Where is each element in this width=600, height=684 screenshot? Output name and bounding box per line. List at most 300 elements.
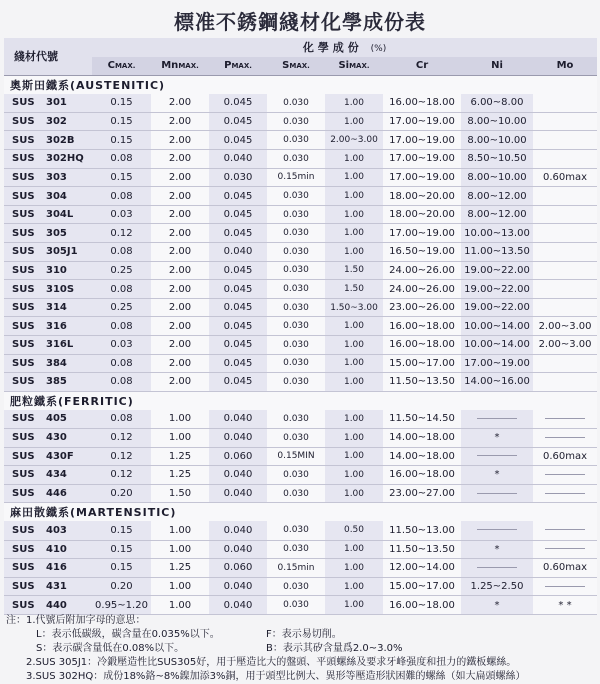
cell-cr: 16.00~18.00 [383,317,461,336]
grade-prefix: SUS [12,488,35,500]
cell-cr: 16.00~18.00 [383,596,461,615]
grade-cell [4,484,92,503]
column-header-main: Cr [415,60,429,72]
cell-si: 1.00 [325,596,383,615]
cell-p: 0.030 [209,168,267,187]
cell-mo [533,298,597,317]
cell-mo: 0.60max [533,447,597,466]
cell-p: 0.045 [209,336,267,355]
grade-cell [4,521,92,540]
cell-c: 0.15 [92,540,151,559]
cell-mo [533,484,597,503]
section-header [4,503,597,522]
grade-prefix: SUS [12,599,35,611]
table-row [4,410,597,429]
grade-code: 416 [46,562,67,574]
cell-mo [533,521,597,540]
cell-mo [533,131,597,150]
cell-ni: 10.00~14.00 [461,317,533,336]
cell-mo [533,466,597,485]
cell-c: 0.08 [92,243,151,262]
cell-p: 0.045 [209,224,267,243]
cell-ni: 19.00~22.00 [461,280,533,299]
grade-prefix: SUS [12,227,35,239]
cell-mn: 1.00 [151,428,209,447]
cell-ni: 19.00~22.00 [461,298,533,317]
cell-mn: 1.00 [151,540,209,559]
grade-code: 431 [46,581,67,593]
cell-si: 1.50 [325,261,383,280]
cell-cr: 11.50~13.00 [383,521,461,540]
grade-prefix: SUS [12,283,35,295]
grade-prefix: SUS [12,153,35,165]
column-header-s [267,57,325,76]
cell-mo [533,187,597,206]
cell-p: 0.040 [209,243,267,262]
grade-code: 405 [46,413,67,425]
cell-mo [533,410,597,429]
cell-s: 0.030 [267,466,325,485]
cell-ni: 6.00~8.00 [461,94,533,113]
grade-code: 302HQ [46,153,84,165]
grade-cell [4,428,92,447]
column-header-p [209,57,267,76]
cell-si: 1.00 [325,373,383,392]
grade-cell [4,559,92,578]
column-header-ni [461,57,533,76]
cell-s: 0.030 [267,410,325,429]
table-row [4,447,597,466]
cell-cr: 16.00~18.00 [383,466,461,485]
column-header-mn [151,57,209,76]
composition-table [4,38,597,615]
cell-p: 0.045 [209,261,267,280]
column-header-sub: MAX. [178,62,199,71]
cell-cr: 11.50~13.50 [383,540,461,559]
composition-group-header [92,38,597,57]
section-header [4,391,597,410]
cell-ni: 19.00~22.00 [461,261,533,280]
cell-s: 0.030 [267,261,325,280]
cell-cr: 16.50~19.00 [383,243,461,262]
cell-p: 0.045 [209,112,267,131]
cell-p: 0.040 [209,484,267,503]
cell-ni: 8.00~10.00 [461,131,533,150]
cell-p: 0.040 [209,540,267,559]
grade-cell [4,410,92,429]
cell-p: 0.040 [209,150,267,169]
cell-mo [533,577,597,596]
cell-mo [533,280,597,299]
grade-code: 304L [46,209,74,221]
cell-c: 0.20 [92,577,151,596]
cell-mn: 2.00 [151,354,209,373]
cell-ni: 14.00~16.00 [461,373,533,392]
cell-cr: 12.00~14.00 [383,559,461,578]
cell-mn: 1.25 [151,447,209,466]
cell-cr: 11.50~13.50 [383,373,461,392]
grade-prefix: SUS [12,524,35,536]
cell-mn: 2.00 [151,187,209,206]
cell-p: 0.040 [209,428,267,447]
cell-mo: 0.60max [533,168,597,187]
empty-dash [477,529,517,530]
cell-si: 1.00 [325,428,383,447]
grade-prefix: SUS [12,339,35,351]
cell-s: 0.030 [267,540,325,559]
empty-dash [477,567,517,568]
cell-p: 0.060 [209,559,267,578]
grade-prefix: SUS [12,376,35,388]
cell-c: 0.03 [92,205,151,224]
table-row [4,243,597,262]
cell-c: 0.08 [92,187,151,206]
cell-si: 1.50 [325,280,383,299]
column-header-main: S [282,60,290,72]
cell-c: 0.12 [92,224,151,243]
cell-p: 0.040 [209,521,267,540]
cell-mn: 2.00 [151,373,209,392]
table-row [4,187,597,206]
column-header-c [92,57,151,76]
cell-mo [533,373,597,392]
cell-mo [533,243,597,262]
cell-c: 0.25 [92,261,151,280]
cell-mo: 2.00~3.00 [533,317,597,336]
cell-ni: 8.00~12.00 [461,205,533,224]
column-header-main: C [107,60,115,72]
cell-c: 0.15 [92,168,151,187]
cell-mo [533,428,597,447]
cell-mo [533,150,597,169]
table-row [4,577,597,596]
cell-ni [461,484,533,503]
cell-c: 0.15 [92,131,151,150]
cell-si: 1.00 [325,168,383,187]
cell-cr: 14.00~18.00 [383,447,461,466]
cell-mn: 2.00 [151,224,209,243]
cell-s: 0.030 [267,131,325,150]
table-row [4,540,597,559]
cell-cr: 17.00~19.00 [383,131,461,150]
empty-dash [545,418,585,419]
cell-ni: 1.25~2.50 [461,577,533,596]
column-header-sub: MAX. [231,62,252,71]
composition-unit: (%) [370,44,387,55]
cell-si: 2.00~3.00 [325,131,383,150]
cell-s: 0.030 [267,354,325,373]
grade-prefix: SUS [12,581,35,593]
cell-si: 1.50~3.00 [325,298,383,317]
cell-ni [461,447,533,466]
grade-cell [4,298,92,317]
cell-mo [533,224,597,243]
cell-c: 0.95~1.20 [92,596,151,615]
table-row [4,484,597,503]
cell-p: 0.045 [209,205,267,224]
cell-ni: 10.00~14.00 [461,336,533,355]
grade-code: 302B [46,134,75,146]
empty-dash [477,493,517,494]
cell-ni: 8.00~10.00 [461,168,533,187]
cell-mo [533,94,597,113]
column-header-cr [383,57,461,76]
cell-mn: 2.00 [151,112,209,131]
empty-dash [545,529,585,530]
grade-code: 446 [46,488,67,500]
table-row [4,298,597,317]
table-row [4,317,597,336]
column-header-si [325,57,383,76]
cell-c: 0.15 [92,94,151,113]
cell-si: 1.00 [325,205,383,224]
note-line [6,670,596,684]
page-title: 標准不銹鋼綫材化學成份表 [174,10,426,34]
grade-prefix: SUS [12,562,35,574]
grade-code: 316L [46,339,74,351]
grade-code: 310S [46,283,75,295]
cell-c: 0.08 [92,354,151,373]
note-1-f: F：表示易切削。 [266,629,342,640]
grade-prefix: SUS [12,432,35,444]
empty-dash [545,474,585,475]
grade-cell [4,131,92,150]
cell-mn: 1.25 [151,559,209,578]
grade-prefix: SUS [12,97,35,109]
cell-mn: 2.00 [151,317,209,336]
grade-prefix: SUS [12,543,35,555]
cell-s: 0.030 [267,112,325,131]
table-row [4,559,597,578]
cell-mn: 2.00 [151,94,209,113]
cell-si: 1.00 [325,447,383,466]
cell-si: 1.00 [325,484,383,503]
grade-code: 304 [46,190,67,202]
table-row [4,94,597,113]
cell-ni: 17.00~19.00 [461,354,533,373]
cell-s: 0.030 [267,577,325,596]
grade-code: 434 [46,469,67,481]
cell-cr: 15.00~17.00 [383,354,461,373]
grade-prefix: SUS [12,171,35,183]
grade-code: 310 [46,264,67,276]
cell-c: 0.08 [92,317,151,336]
grade-code: 316 [46,320,67,332]
note-line [6,642,596,656]
grade-cell [4,280,92,299]
cell-mn: 1.50 [151,484,209,503]
cell-s: 0.030 [267,428,325,447]
cell-s: 0.030 [267,224,325,243]
grade-code: 301 [46,97,67,109]
cell-cr: 23.00~26.00 [383,298,461,317]
cell-cr: 17.00~19.00 [383,150,461,169]
cell-si: 1.00 [325,540,383,559]
grade-cell [4,466,92,485]
note-line [6,628,596,642]
cell-si: 1.00 [325,94,383,113]
cell-s: 0.030 [267,317,325,336]
grade-cell [4,577,92,596]
empty-dash [545,437,585,438]
table-row [4,466,597,485]
cell-mn: 2.00 [151,280,209,299]
section-label: 肥粒鐵系(FERRITIC) [4,391,597,410]
cell-si: 1.00 [325,410,383,429]
cell-p: 0.040 [209,410,267,429]
cell-cr: 24.00~26.00 [383,261,461,280]
cell-mn: 1.00 [151,410,209,429]
grade-cell [4,540,92,559]
grade-prefix: SUS [12,413,35,425]
grade-prefix: SUS [12,209,35,221]
grade-cell [4,447,92,466]
grade-cell [4,224,92,243]
cell-cr: 17.00~19.00 [383,168,461,187]
column-header-sub: MAX. [289,62,310,71]
grade-code: 440 [46,599,67,611]
empty-dash [545,586,585,587]
cell-mn: 2.00 [151,205,209,224]
cell-cr: 23.00~27.00 [383,484,461,503]
cell-p: 0.045 [209,298,267,317]
cell-p: 0.040 [209,466,267,485]
cell-p: 0.045 [209,187,267,206]
grade-code: 430F [46,450,74,462]
grade-cell [4,112,92,131]
cell-ni: * [461,596,533,615]
column-header-main: Ni [491,60,503,72]
cell-p: 0.045 [209,317,267,336]
cell-c: 0.03 [92,336,151,355]
grade-prefix: SUS [12,357,35,369]
cell-ni [461,521,533,540]
cell-cr: 16.00~18.00 [383,336,461,355]
table-row [4,131,597,150]
grade-column-header: 綫材代號 [4,38,92,75]
cell-si: 1.00 [325,317,383,336]
grade-code: 303 [46,171,67,183]
grade-prefix: SUS [12,246,35,258]
cell-mo [533,540,597,559]
table-row [4,596,597,615]
note-line [6,656,596,670]
grade-code: 430 [46,432,67,444]
cell-si: 1.00 [325,224,383,243]
cell-c: 0.20 [92,484,151,503]
cell-mn: 2.00 [151,168,209,187]
cell-c: 0.15 [92,559,151,578]
table-row [4,521,597,540]
cell-cr: 24.00~26.00 [383,280,461,299]
cell-s: 0.030 [267,243,325,262]
cell-mo [533,205,597,224]
table-row [4,150,597,169]
column-header-mo [533,57,597,76]
cell-si: 1.00 [325,112,383,131]
cell-mo [533,354,597,373]
cell-c: 0.08 [92,150,151,169]
grade-prefix: SUS [12,302,35,314]
table-row [4,354,597,373]
grade-code: 384 [46,357,67,369]
cell-s: 0.15min [267,168,325,187]
grade-cell [4,187,92,206]
cell-p: 0.045 [209,131,267,150]
section-header [4,75,597,94]
cell-mo: * * [533,596,597,615]
cell-cr: 16.00~18.00 [383,94,461,113]
grade-code: 385 [46,376,67,388]
cell-s: 0.030 [267,280,325,299]
cell-mo: 0.60max [533,559,597,578]
notes [6,614,596,684]
cell-cr: 14.00~18.00 [383,428,461,447]
table-row [4,224,597,243]
empty-dash [477,455,517,456]
cell-c: 0.15 [92,521,151,540]
table-row [4,168,597,187]
table-row [4,373,597,392]
grade-prefix: SUS [12,190,35,202]
cell-s: 0.030 [267,484,325,503]
cell-p: 0.040 [209,577,267,596]
note-1-l: L：表示低碳級，碳含量在0.035%以下。 [36,629,220,640]
note-1-s: S：表示碳含量低在0.08%以下。 [36,643,185,654]
grade-cell [4,205,92,224]
cell-s: 0.15min [267,559,325,578]
cell-s: 0.030 [267,205,325,224]
grade-prefix: SUS [12,450,35,462]
note-1-b: B：表示其矽含量爲2.0~3.0% [266,643,403,654]
cell-ni: 8.50~10.50 [461,150,533,169]
column-header-main: Mo [556,60,574,72]
table-row [4,336,597,355]
table-row [4,112,597,131]
cell-c: 0.08 [92,373,151,392]
empty-dash [545,493,585,494]
cell-mn: 1.25 [151,466,209,485]
grade-code: 305 [46,227,67,239]
grade-code: 302 [46,116,67,128]
grade-cell [4,94,92,113]
cell-si: 1.00 [325,243,383,262]
cell-p: 0.045 [209,354,267,373]
cell-ni: 8.00~10.00 [461,112,533,131]
table-row [4,205,597,224]
cell-mo [533,112,597,131]
cell-ni [461,410,533,429]
cell-cr: 17.00~19.00 [383,224,461,243]
cell-p: 0.040 [209,596,267,615]
note-line [6,614,596,628]
cell-mn: 1.00 [151,577,209,596]
grade-cell [4,354,92,373]
column-header-sub: MAX. [349,62,370,71]
cell-c: 0.25 [92,298,151,317]
cell-c: 0.08 [92,410,151,429]
grade-cell [4,596,92,615]
cell-c: 0.12 [92,466,151,485]
cell-p: 0.045 [209,373,267,392]
cell-s: 0.030 [267,521,325,540]
column-header-sub: MAX. [114,62,136,71]
cell-ni: 11.00~13.50 [461,243,533,262]
grade-cell [4,373,92,392]
cell-s: 0.030 [267,373,325,392]
cell-ni: * [461,466,533,485]
cell-mn: 2.00 [151,298,209,317]
